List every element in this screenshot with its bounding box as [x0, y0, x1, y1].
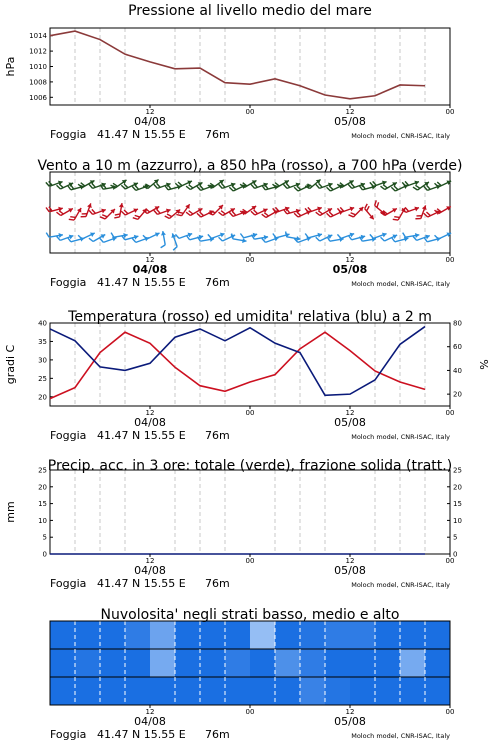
cloud-cell — [300, 649, 326, 678]
cloud-cell — [225, 649, 251, 678]
x-date-label: 04/08 — [134, 115, 166, 128]
y-right-tick-label: 20 — [453, 483, 462, 492]
x-tick-label: 00 — [445, 409, 455, 417]
humidity-line — [50, 327, 425, 396]
x-tick-label: 00 — [445, 108, 455, 116]
x-tick-label: 00 — [245, 256, 255, 264]
panel-title: Temperatura (rosso) ed umidita' relativa (blu) a 2 m — [68, 309, 432, 325]
x-tick-label: 00 — [445, 708, 455, 716]
cloud-cell — [50, 649, 76, 678]
barb-feather — [208, 234, 212, 239]
y-tick-label: 1010 — [29, 63, 47, 71]
barb-head — [101, 232, 107, 238]
panel-title: Pressione al livello medio del mare — [128, 3, 372, 19]
model-credit: Moloch model, CNR-ISAC, Italy — [351, 280, 450, 288]
x-tick-label: 00 — [445, 557, 455, 565]
barb-head — [198, 206, 204, 212]
barb-feather — [160, 245, 165, 248]
y-tick-label: 20 — [38, 483, 47, 492]
cloud-cell — [75, 621, 101, 650]
wind-barb — [143, 229, 161, 243]
barb-feather — [415, 217, 420, 221]
cloud-cell — [100, 649, 126, 678]
barb-feather — [114, 216, 119, 219]
y-right-tick-label: 40 — [453, 366, 462, 375]
y-tick-label: 10 — [38, 516, 47, 525]
x-date-label: 05/08 — [334, 115, 366, 128]
cloud-cell — [325, 621, 351, 650]
y-tick-label: 15 — [38, 500, 47, 509]
x-date-label: 05/08 — [334, 564, 366, 577]
site-elevation: 76m — [205, 577, 230, 590]
cloud-cell — [250, 677, 276, 706]
barb-feather — [69, 218, 74, 222]
barb-feather — [46, 232, 49, 237]
cloud-cell — [350, 677, 376, 706]
y-tick-label: 30 — [38, 356, 47, 365]
cloud-cell — [275, 621, 301, 650]
y-right-tick-label: 10 — [453, 516, 462, 525]
x-tick-label: 12 — [345, 108, 355, 116]
cloud-cell — [375, 677, 401, 706]
site-coords: 41.47 N 15.55 E — [97, 728, 186, 741]
barb-head — [392, 180, 398, 186]
y-tick-label: 0 — [42, 550, 47, 559]
wind-barb — [294, 181, 312, 195]
cloud-cell — [250, 649, 276, 678]
barb-feather — [46, 207, 49, 212]
cloud-cell — [225, 677, 251, 706]
wind-barb — [46, 177, 64, 190]
x-date-label: 04/08 — [132, 263, 168, 276]
wind-barb — [349, 204, 366, 221]
site-elevation: 76m — [205, 728, 230, 741]
site-coords: 41.47 N 15.55 E — [97, 128, 186, 141]
x-tick-label: 00 — [245, 108, 255, 116]
y-right-tick-label: 0 — [453, 550, 458, 559]
y-tick-label: 20 — [38, 393, 47, 402]
cloud-cell — [300, 677, 326, 706]
panel-title: Vento a 10 m (azzurro), a 850 hPa (rosso), a 700 hPa (verde) — [37, 158, 463, 174]
cloud-cell — [50, 677, 76, 706]
x-tick-label: 12 — [345, 409, 355, 417]
plot-frame — [50, 323, 450, 406]
wind-barb — [165, 206, 182, 222]
cloud-cell — [225, 621, 251, 650]
wind-barb — [219, 231, 237, 245]
barb-head — [446, 231, 452, 237]
y-axis-label: hPa — [4, 56, 17, 77]
cloud-cell — [400, 649, 426, 678]
y-right-axis-label: % — [478, 359, 491, 370]
y-tick-label: 1012 — [29, 47, 47, 56]
y-axis-label: gradi C — [4, 344, 17, 385]
wind-barb — [168, 233, 181, 251]
wind-barb — [284, 232, 301, 242]
cloud-cell — [100, 621, 126, 650]
barb-head — [327, 206, 333, 212]
barb-head — [133, 207, 139, 213]
cloud-cell — [325, 649, 351, 678]
barb-feather — [381, 236, 385, 241]
x-tick-label: 12 — [145, 708, 155, 716]
cloud-cell — [350, 621, 376, 650]
model-credit: Moloch model, CNR-ISAC, Italy — [351, 132, 450, 140]
y-tick-label: 25 — [38, 466, 47, 475]
plot-frame — [50, 470, 450, 554]
wind-barb — [435, 202, 453, 216]
x-tick-label: 12 — [145, 557, 155, 565]
x-date-label: 05/08 — [334, 416, 366, 429]
cloud-cell — [150, 649, 176, 678]
model-credit: Moloch model, CNR-ISAC, Italy — [351, 732, 450, 740]
cloud-cell — [400, 621, 426, 650]
cloud-cell — [200, 677, 226, 706]
x-tick-label: 00 — [245, 409, 255, 417]
site-coords: 41.47 N 15.55 E — [97, 276, 186, 289]
x-date-label: 04/08 — [134, 715, 166, 728]
y-right-tick-label: 5 — [453, 533, 458, 542]
barb-head — [392, 233, 398, 239]
site-elevation: 76m — [205, 276, 230, 289]
barb-head — [77, 207, 83, 213]
wind-barb — [69, 205, 83, 223]
site-name: Foggia — [50, 728, 87, 741]
wind-barb — [133, 205, 149, 222]
y-axis-label: mm — [4, 501, 17, 523]
y-right-tick-label: 80 — [453, 319, 462, 328]
wind-barb — [46, 230, 63, 240]
cloud-cell — [425, 677, 451, 706]
x-tick-label: 12 — [145, 108, 155, 116]
barb-head — [392, 206, 398, 212]
site-elevation: 76m — [205, 128, 230, 141]
site-name: Foggia — [50, 429, 87, 442]
cloud-cell — [275, 677, 301, 706]
cloud-cell — [350, 649, 376, 678]
site-elevation: 76m — [205, 429, 230, 442]
model-credit: Moloch model, CNR-ISAC, Italy — [351, 581, 450, 589]
cloud-cell — [150, 677, 176, 706]
barb-feather — [219, 236, 223, 241]
cloud-cell — [200, 649, 226, 678]
cloud-cell — [175, 649, 201, 678]
x-tick-label: 12 — [345, 557, 355, 565]
barb-feather — [176, 213, 181, 218]
pressure-line — [50, 31, 425, 99]
x-date-label: 04/08 — [134, 416, 166, 429]
temperature-line — [50, 332, 425, 398]
x-date-label: 04/08 — [134, 564, 166, 577]
wind-barb — [81, 202, 94, 220]
cloud-cell — [425, 649, 451, 678]
y-right-tick-label: 25 — [453, 466, 462, 475]
barb-head — [446, 204, 452, 210]
barb-feather — [403, 232, 406, 237]
barb-head — [187, 179, 193, 185]
cloud-cell — [50, 621, 76, 650]
site-name: Foggia — [50, 128, 87, 141]
barb-head — [90, 231, 96, 237]
x-tick-label: 00 — [245, 557, 255, 565]
cloud-cell — [125, 621, 151, 650]
cloud-cell — [175, 621, 201, 650]
y-right-tick-label: 20 — [453, 390, 462, 399]
cloud-cell — [375, 649, 401, 678]
cloud-cell — [250, 621, 276, 650]
barb-head — [446, 179, 452, 185]
y-tick-label: 25 — [38, 374, 47, 383]
plot-frame — [50, 28, 450, 105]
x-tick-label: 12 — [145, 256, 155, 264]
y-tick-label: 5 — [42, 533, 47, 542]
y-tick-label: 35 — [38, 337, 47, 346]
x-date-label: 05/08 — [334, 715, 366, 728]
x-tick-label: 12 — [345, 708, 355, 716]
barb-head — [68, 206, 74, 212]
x-date-label: 05/08 — [332, 263, 368, 276]
cloud-cell — [100, 677, 126, 706]
barb-head — [263, 207, 269, 213]
cloud-cell — [275, 649, 301, 678]
model-credit: Moloch model, CNR-ISAC, Italy — [351, 433, 450, 441]
y-tick-label: 1014 — [29, 32, 47, 41]
barb-feather — [337, 234, 341, 239]
cloud-cell — [300, 621, 326, 650]
site-name: Foggia — [50, 577, 87, 590]
x-tick-label: 00 — [245, 708, 255, 716]
wind-barb — [114, 202, 124, 219]
x-tick-label: 12 — [345, 256, 355, 264]
cloud-cell — [175, 677, 201, 706]
cloud-cell — [425, 621, 451, 650]
cloud-cell — [200, 621, 226, 650]
site-name: Foggia — [50, 276, 87, 289]
y-tick-label: 1006 — [29, 93, 47, 102]
x-tick-label: 00 — [445, 256, 455, 264]
barb-head — [155, 231, 161, 237]
site-coords: 41.47 N 15.55 E — [97, 577, 186, 590]
barb-feather — [81, 215, 86, 219]
barb-feather — [370, 234, 374, 239]
cloud-cell — [325, 677, 351, 706]
cloud-cell — [75, 677, 101, 706]
x-tick-label: 12 — [145, 409, 155, 417]
barb-feather — [175, 234, 179, 239]
cloud-cell — [375, 621, 401, 650]
barb-feather — [89, 237, 93, 242]
y-right-tick-label: 15 — [453, 500, 462, 509]
y-tick-label: 40 — [38, 319, 47, 328]
wind-barb — [100, 206, 117, 223]
cloud-cell — [400, 677, 426, 706]
y-right-tick-label: 60 — [453, 343, 462, 352]
cloud-cell — [125, 649, 151, 678]
cloud-cell — [150, 621, 176, 650]
panel-title: Precip. acc. in 3 ore: totale (verde), frazione solida (tratt.) — [47, 458, 453, 474]
wind-barb — [46, 203, 63, 214]
panel-title: Nuvolosita' negli strati basso, medio e alto — [100, 607, 400, 623]
barb-feather — [240, 233, 243, 238]
cloud-cell — [75, 649, 101, 678]
barb-feather — [393, 218, 398, 222]
y-tick-label: 1008 — [29, 78, 47, 87]
cloud-cell — [125, 677, 151, 706]
site-coords: 41.47 N 15.55 E — [97, 429, 186, 442]
